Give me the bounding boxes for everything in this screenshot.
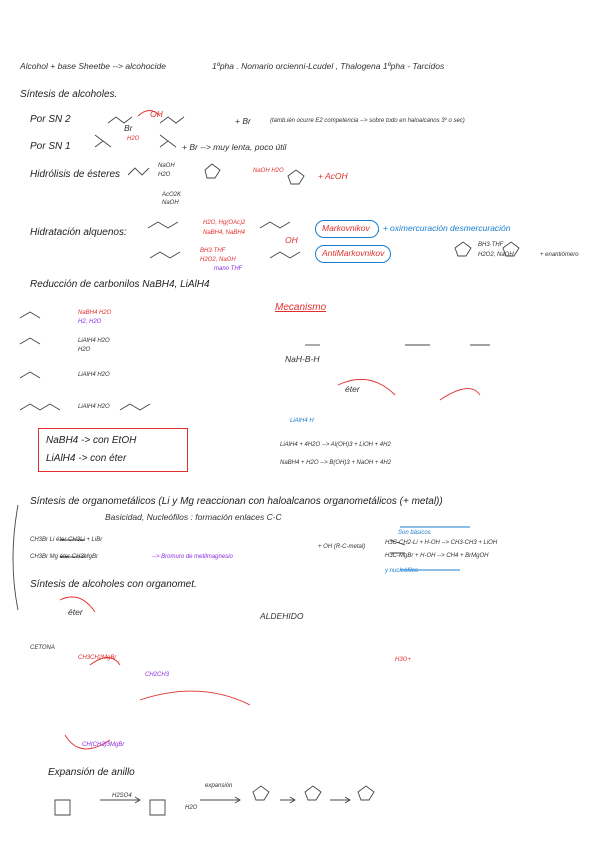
hydration-oh: OH bbox=[285, 235, 298, 245]
hydration-bh3: BH3·THF bbox=[478, 242, 504, 248]
header-left: Alcohol + base Sheetbe --> alcohocide bbox=[20, 61, 167, 71]
sn1-result: + Br --> muy lenta, poco útil bbox=[182, 142, 287, 152]
reduction-r1b: H2, H2O bbox=[78, 319, 102, 325]
hydration-r2: NaBH4, NaBH4 bbox=[203, 230, 246, 236]
sn2-note: (tamb.ién ocurre E2 competencia --> sobre todo en haloalcanos 3º o sec) bbox=[270, 118, 465, 124]
mechanism-eter: éter bbox=[345, 384, 360, 394]
sn1-reagent: H2O bbox=[127, 136, 140, 142]
mechanism-react2: NaBH4 + H2O --> B(OH)3 + NaOH + 4H2 bbox=[280, 460, 392, 466]
reduction-title: Reducción de carbonilos NaBH4, LiAlH4 bbox=[30, 279, 210, 290]
organomet-sub: Basicidad, Nucleófilos : formación enlaces C-C bbox=[105, 512, 282, 522]
hydration-r3: BH3·THF bbox=[200, 248, 226, 254]
organomet-r1: CH3Br Li éter CH3Li + LiBr bbox=[30, 537, 103, 543]
ring-expansion: expansión bbox=[205, 783, 233, 789]
alc-org-aldehyde: ALDEHIDO bbox=[260, 611, 304, 621]
markovnikov-note: , + oximercuración desmercuración bbox=[378, 223, 511, 233]
alc-org-ch2mgbr: CH(CH3)3MgBr bbox=[82, 742, 125, 748]
ester-reag3: NaOH bbox=[162, 200, 179, 206]
alc-org-title: Síntesis de alcoholes con organomet. bbox=[30, 579, 197, 590]
ester-h2o: H2O bbox=[158, 172, 171, 178]
mechanism-react1: LiAlH4 + 4H2O --> Al(OH)3 + LiOH + 4H2 bbox=[280, 442, 391, 448]
organomet-r2-note: --> Bromuro de metilmagnesio bbox=[152, 554, 233, 560]
organomet-basic: Son básicos bbox=[398, 530, 431, 536]
sn1-label: Por SN 1 bbox=[30, 141, 71, 152]
hydration-label: Hidratación alquenos: bbox=[30, 227, 127, 238]
sn2-br: Br bbox=[124, 123, 133, 133]
ester-label: Hidrólisis de ésteres bbox=[30, 169, 121, 180]
ester-acoh: + AcOH bbox=[318, 171, 348, 181]
mechanism-title: Mecanismo bbox=[275, 302, 327, 313]
hydration-r4b: mano THF bbox=[214, 266, 243, 272]
ester-naoh2: NaOH H2O bbox=[253, 168, 284, 174]
ester-reag2: AcO2K bbox=[162, 192, 182, 198]
mechanism-na: NaH-B-H bbox=[285, 354, 320, 364]
ring-reagent: H2SO4 bbox=[112, 793, 132, 799]
alc-org-eter: éter bbox=[68, 607, 83, 617]
ring-h2o: H2O bbox=[185, 805, 198, 811]
organomet-b1: H3C-CH2-Li + H-OH --> CH3-CH3 + LiOH bbox=[385, 540, 498, 546]
organomet-title: Síntesis de organometálicos (Li y Mg reaccionan con haloalcanos organometálicos (+ metal)) bbox=[30, 496, 443, 507]
alc-org-cetona: CETONA bbox=[30, 645, 55, 651]
reduction-box-line1: NaBH4 -> con EtOH bbox=[46, 435, 137, 446]
reduction-r1: NaBH4 H2O bbox=[78, 310, 112, 316]
ester-naoh: NaOH bbox=[158, 163, 175, 169]
ring-title: Expansión de anillo bbox=[48, 767, 135, 778]
antimarkovnikov-text: AntiMarkovnikov bbox=[322, 248, 385, 258]
reduction-r2: LiAlH4 H2O bbox=[78, 338, 110, 344]
reduction-r2b: H2O bbox=[78, 347, 91, 353]
organomet-r2: CH3Br Mg éter CH3MgBr bbox=[30, 554, 99, 560]
alc-org-h3o: H3O+ bbox=[395, 657, 411, 663]
hydration-h2o2: H2O2, NaOH bbox=[478, 252, 514, 258]
hydration-r1: H2O, Hg(OAc)2 bbox=[203, 220, 246, 226]
hydration-tail: + enantiómero bbox=[540, 252, 579, 258]
organomet-water: + OH (R-C-metal) bbox=[318, 544, 366, 550]
organomet-b2: H3C-MgBr + H-OH --> CH4 + BrMgOH bbox=[385, 553, 489, 559]
section-synthesis-title: Síntesis de alcoholes. bbox=[20, 89, 118, 100]
alc-org-ch2ch3: CH2CH3 bbox=[145, 672, 170, 678]
sn2-plus: + Br bbox=[235, 116, 251, 126]
reduction-r3: LiAlH4 H2O bbox=[78, 372, 110, 378]
alc-org-ch3mgbr: CH3CH2MgBr bbox=[78, 655, 117, 661]
sn2-label: Por SN 2 bbox=[30, 114, 71, 125]
mechanism-lih: LiAlH4 H bbox=[290, 418, 314, 424]
hydration-r4: H2O2, NaOH bbox=[200, 257, 236, 263]
reduction-r4: LiAlH4 H2O bbox=[78, 404, 110, 410]
markovnikov-text: Markovnikov bbox=[322, 223, 370, 233]
reduction-box-line2: LiAlH4 -> con éter bbox=[46, 453, 127, 464]
organomet-nucl: y nucleófilos bbox=[385, 568, 419, 574]
sn2-oh: OH bbox=[150, 109, 163, 119]
header-right: 1ºpha . Nomario orcienni-Lcudel , Thalogena 1ºpha - Tarcidos bbox=[212, 61, 445, 71]
